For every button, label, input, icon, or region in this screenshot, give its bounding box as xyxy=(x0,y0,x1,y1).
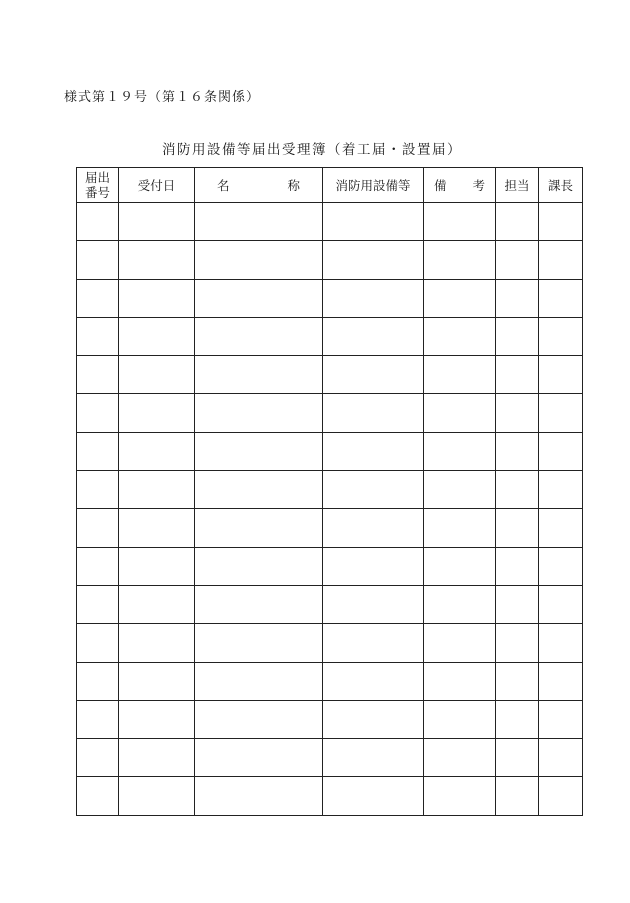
cell-number xyxy=(77,777,119,815)
cell-staff xyxy=(496,317,539,355)
cell-staff xyxy=(496,203,539,241)
cell-remarks xyxy=(424,547,496,585)
table-row xyxy=(77,203,583,241)
column-header-chief: 課長 xyxy=(539,168,583,203)
cell-staff xyxy=(496,624,539,662)
table-row xyxy=(77,471,583,509)
cell-remarks xyxy=(424,432,496,470)
cell-number xyxy=(77,509,119,547)
table-row xyxy=(77,279,583,317)
cell-number xyxy=(77,471,119,509)
cell-date xyxy=(119,279,195,317)
cell-name xyxy=(195,471,323,509)
cell-remarks xyxy=(424,317,496,355)
cell-staff xyxy=(496,777,539,815)
cell-remarks xyxy=(424,241,496,279)
cell-chief xyxy=(539,394,583,432)
cell-staff xyxy=(496,739,539,777)
cell-chief xyxy=(539,317,583,355)
cell-equipment xyxy=(323,585,424,623)
cell-equipment xyxy=(323,624,424,662)
cell-chief xyxy=(539,700,583,738)
cell-chief xyxy=(539,662,583,700)
cell-remarks xyxy=(424,471,496,509)
cell-equipment xyxy=(323,662,424,700)
cell-date xyxy=(119,432,195,470)
cell-date xyxy=(119,471,195,509)
cell-equipment xyxy=(323,509,424,547)
table-header-row xyxy=(77,168,583,203)
cell-equipment xyxy=(323,279,424,317)
cell-name xyxy=(195,624,323,662)
cell-remarks xyxy=(424,662,496,700)
registry-table xyxy=(76,167,583,816)
cell-staff xyxy=(496,394,539,432)
cell-chief xyxy=(539,279,583,317)
cell-name xyxy=(195,203,323,241)
cell-equipment xyxy=(323,356,424,394)
cell-date xyxy=(119,203,195,241)
cell-equipment xyxy=(323,739,424,777)
cell-staff xyxy=(496,547,539,585)
column-header-staff: 担当 xyxy=(496,168,539,203)
cell-name xyxy=(195,432,323,470)
column-header-remarks xyxy=(424,168,496,203)
cell-number xyxy=(77,662,119,700)
document-title: 消防用設備等届出受理簿（着工届・設置届） xyxy=(162,142,462,158)
cell-date xyxy=(119,700,195,738)
cell-number xyxy=(77,432,119,470)
column-header-number-line2: 番号 xyxy=(84,185,110,200)
cell-staff xyxy=(496,356,539,394)
cell-date xyxy=(119,585,195,623)
cell-number xyxy=(77,585,119,623)
cell-name xyxy=(195,585,323,623)
cell-date xyxy=(119,624,195,662)
column-header-number-line1: 届出 xyxy=(84,170,110,185)
table-row xyxy=(77,241,583,279)
cell-number xyxy=(77,739,119,777)
cell-chief xyxy=(539,241,583,279)
cell-number xyxy=(77,394,119,432)
cell-equipment xyxy=(323,471,424,509)
cell-date xyxy=(119,394,195,432)
cell-date xyxy=(119,739,195,777)
cell-date xyxy=(119,509,195,547)
form-number: 様式第１９号（第１６条関係） xyxy=(64,90,261,105)
cell-equipment xyxy=(323,317,424,355)
cell-remarks xyxy=(424,585,496,623)
cell-date xyxy=(119,317,195,355)
cell-name xyxy=(195,777,323,815)
cell-date xyxy=(119,241,195,279)
table-row xyxy=(77,624,583,662)
cell-date xyxy=(119,547,195,585)
table-row xyxy=(77,662,583,700)
cell-staff xyxy=(496,700,539,738)
cell-staff xyxy=(496,279,539,317)
cell-name xyxy=(195,356,323,394)
cell-chief xyxy=(539,624,583,662)
cell-remarks xyxy=(424,509,496,547)
cell-chief xyxy=(539,471,583,509)
cell-name xyxy=(195,739,323,777)
table-row xyxy=(77,585,583,623)
cell-equipment xyxy=(323,394,424,432)
cell-date xyxy=(119,777,195,815)
cell-name xyxy=(195,394,323,432)
cell-equipment xyxy=(323,241,424,279)
table-row xyxy=(77,700,583,738)
cell-staff xyxy=(496,471,539,509)
cell-staff xyxy=(496,509,539,547)
cell-equipment xyxy=(323,700,424,738)
cell-remarks xyxy=(424,777,496,815)
cell-name xyxy=(195,509,323,547)
cell-number xyxy=(77,700,119,738)
cell-name xyxy=(195,241,323,279)
table-row xyxy=(77,739,583,777)
column-header-remarks-part1: 備 xyxy=(433,177,447,193)
cell-name xyxy=(195,279,323,317)
cell-staff xyxy=(496,585,539,623)
cell-chief xyxy=(539,203,583,241)
cell-remarks xyxy=(424,739,496,777)
cell-remarks xyxy=(424,203,496,241)
table-row xyxy=(77,777,583,815)
cell-date xyxy=(119,356,195,394)
cell-number xyxy=(77,203,119,241)
cell-remarks xyxy=(424,394,496,432)
cell-number xyxy=(77,547,119,585)
table-row xyxy=(77,547,583,585)
cell-chief xyxy=(539,739,583,777)
table-row xyxy=(77,432,583,470)
table-row xyxy=(77,356,583,394)
cell-chief xyxy=(539,585,583,623)
table-row xyxy=(77,317,583,355)
cell-chief xyxy=(539,509,583,547)
cell-name xyxy=(195,317,323,355)
cell-name xyxy=(195,547,323,585)
cell-equipment xyxy=(323,777,424,815)
cell-chief xyxy=(539,432,583,470)
column-header-name xyxy=(195,168,323,203)
column-header-remarks-part2: 考 xyxy=(472,177,486,193)
cell-number xyxy=(77,317,119,355)
cell-chief xyxy=(539,547,583,585)
table-row xyxy=(77,509,583,547)
column-header-date: 受付日 xyxy=(119,168,195,203)
cell-remarks xyxy=(424,700,496,738)
cell-equipment xyxy=(323,547,424,585)
table-row xyxy=(77,394,583,432)
table-body xyxy=(77,203,583,816)
column-header-number xyxy=(77,168,119,203)
cell-chief xyxy=(539,356,583,394)
cell-staff xyxy=(496,241,539,279)
column-header-name-part1: 名 xyxy=(217,177,230,193)
cell-chief xyxy=(539,777,583,815)
cell-remarks xyxy=(424,279,496,317)
cell-equipment xyxy=(323,203,424,241)
cell-number xyxy=(77,241,119,279)
cell-remarks xyxy=(424,624,496,662)
cell-name xyxy=(195,662,323,700)
column-header-name-part2: 称 xyxy=(287,177,300,193)
cell-equipment xyxy=(323,432,424,470)
cell-staff xyxy=(496,662,539,700)
cell-date xyxy=(119,662,195,700)
cell-name xyxy=(195,700,323,738)
column-header-equipment: 消防用設備等 xyxy=(323,168,424,203)
cell-number xyxy=(77,356,119,394)
cell-number xyxy=(77,279,119,317)
cell-remarks xyxy=(424,356,496,394)
cell-staff xyxy=(496,432,539,470)
cell-number xyxy=(77,624,119,662)
